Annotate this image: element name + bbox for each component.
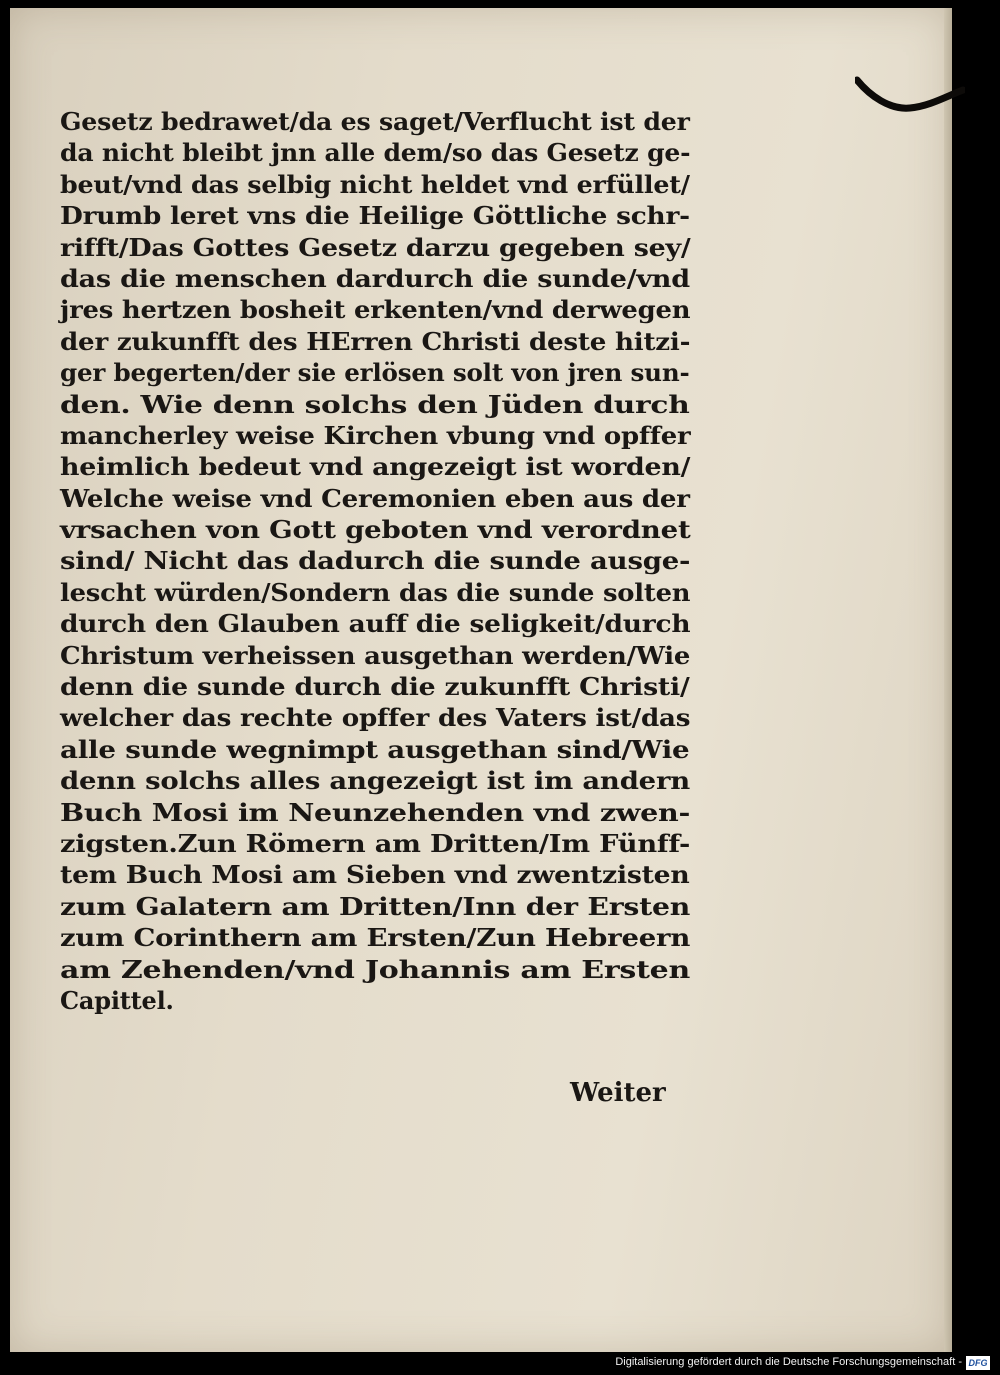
page-edge xyxy=(944,8,952,1352)
text-line: welcher das rechte opffer des Vaters ist/das xyxy=(60,703,691,733)
text-line: Christum verheissen ausgethan werden/Wie xyxy=(60,640,691,670)
text-line: Welche weise vnd Ceremonien eben aus der xyxy=(60,483,690,513)
text-line: durch den Glauben auff die seligkeit/durch xyxy=(60,609,691,639)
text-line: lescht würden/Sondern das die sunde solten xyxy=(60,577,691,607)
text-line: beut/vnd das selbig nicht heldet vnd erfüllet/ xyxy=(60,169,690,199)
text-line: am Zehenden/vnd Johannis am Ersten xyxy=(60,954,691,984)
text-line: das die menschen dardurch die sunde/vnd xyxy=(60,263,690,293)
text-line: da nicht bleibt jnn alle dem/so das Gesetz ge- xyxy=(60,138,691,168)
digitization-credit: Digitalisierung gefördert durch die Deutsche Forschungsgemeinschaft - xyxy=(615,1356,962,1368)
text-line: mancherley weise Kirchen vbung vnd opffer xyxy=(60,420,691,450)
book-page xyxy=(10,8,950,1352)
page-text xyxy=(60,106,690,1016)
text-line: vrsachen von Gott geboten vnd verordnet xyxy=(60,515,691,545)
text-line: denn solchs alles angezeigt ist im andern xyxy=(60,766,690,796)
text-line: rifft/Das Gottes Gesetz darzu gegeben sey/ xyxy=(60,232,691,262)
text-line: Gesetz bedrawet/da es saget/Verflucht ist der xyxy=(60,107,690,136)
text-line: der zukunfft des HErren Christi deste hitzi- xyxy=(60,326,691,356)
text-line: tem Buch Mosi am Sieben vnd zwentzisten xyxy=(60,860,690,890)
text-line: Capittel. xyxy=(60,985,174,1015)
text-line: Drumb leret vns die Heilige Göttliche schr- xyxy=(60,201,690,231)
text-line: zum Corinthern am Ersten/Zun Hebreern xyxy=(60,923,691,953)
text-line: ger begerten/der sie erlösen solt von jren sun- xyxy=(60,358,690,388)
bookmark-ribbon-icon xyxy=(855,74,965,124)
text-line: zum Galatern am Dritten/Inn der Ersten xyxy=(60,891,691,921)
text-line: den. Wie denn solchs den Jüden durch xyxy=(60,389,690,419)
catchword: Weiter xyxy=(570,1078,666,1108)
text-line: jres hertzen bosheit erkenten/vnd derwegen xyxy=(60,295,691,325)
text-line: zigsten.Zun Römern am Dritten/Im Fünff- xyxy=(60,828,691,858)
text-line: alle sunde wegnimpt ausgethan sind/Wie xyxy=(60,734,690,764)
text-line: heimlich bedeut vnd angezeigt ist worden/ xyxy=(60,452,691,482)
text-line: denn die sunde durch die zukunfft Christi/ xyxy=(60,672,690,702)
text-line: Buch Mosi im Neunzehenden vnd zwen- xyxy=(60,797,691,827)
text-line: sind/ Nicht das dadurch die sunde ausge- xyxy=(60,546,691,576)
dfg-logo-icon: DFG xyxy=(966,1356,990,1370)
